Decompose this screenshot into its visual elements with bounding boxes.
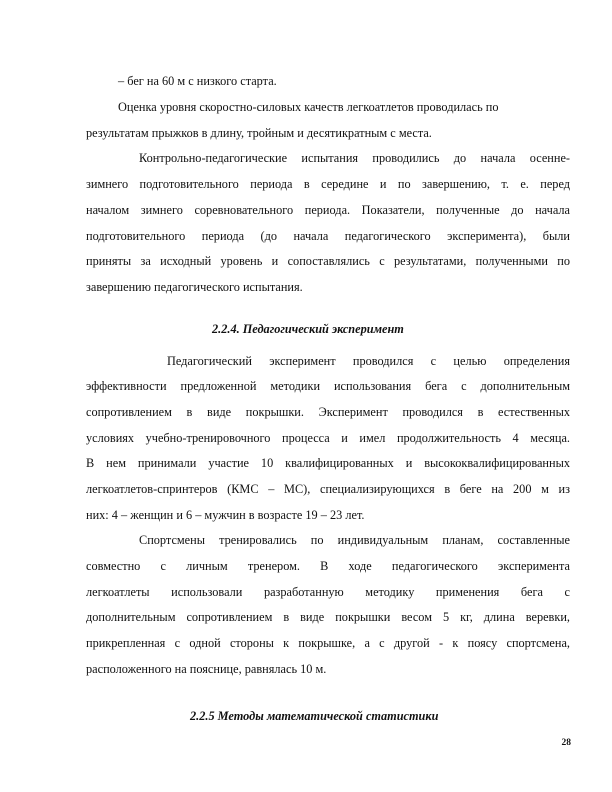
text-line: Контрольно-педагогические испытания проводились до начала осенне- xyxy=(139,151,570,165)
text-line: началом зимнего соревновательного периода. Показатели, полученные до начала xyxy=(86,203,570,217)
section-heading: 2.2.5 Методы математической статистики xyxy=(190,709,439,723)
text-line: дополнительным сопротивлением в виде покрышки весом 5 кг, длина веревки, xyxy=(86,610,570,624)
text-line: В нем принимали участие 10 квалифицированных и высококвалифицированных xyxy=(86,456,570,470)
page-number: 28 xyxy=(561,738,571,748)
text-line: них: 4 – женщин и 6 – мужчин в возрасте 19 – 23 лет. xyxy=(86,508,365,522)
text-line: эффективности предложенной методики использования бега с дополнительным xyxy=(86,379,570,393)
text-line: – бег на 60 м с низкого старта. xyxy=(118,74,277,88)
text-line: Спортсмены тренировались по индивидуальным планам, составленные xyxy=(139,533,570,547)
text-line: сопротивлением в виде покрышки. Эксперимент проводился в естественных xyxy=(86,405,570,419)
text-line: условиях учебно-тренировочного процесса и имел продолжительность 4 месяца. xyxy=(86,431,570,445)
text-line: Педагогический эксперимент проводился с целью определения xyxy=(167,354,570,368)
text-line: Оценка уровня скоростно-силовых качеств легкоатлетов проводилась по xyxy=(118,100,499,114)
text-line: прикрепленная с одной стороны к покрышке, а с другой - к поясу спортсмена, xyxy=(86,636,570,650)
section-heading: 2.2.4. Педагогический эксперимент xyxy=(212,322,404,336)
text-line: совместно с личным тренером. В ходе педагогического эксперимента xyxy=(86,559,570,573)
text-line: легкоатлетов-спринтеров (КМС – МС), специализирующихся в беге на 200 м из xyxy=(86,482,570,496)
text-line: результатам прыжков в длину, тройным и десятикратным с места. xyxy=(86,126,432,140)
text-line: приняты за исходный уровень и сопоставлялись с результатами, полученными по xyxy=(86,254,570,268)
text-line: завершению педагогического испытания. xyxy=(86,280,303,294)
text-line: подготовительного периода (до начала педагогического эксперимента), были xyxy=(86,229,570,243)
text-line: легкоатлеты использовали разработанную методику применения бега с xyxy=(86,585,570,599)
text-line: зимнего подготовительного периода в середине и по завершению, т. е. перед xyxy=(86,177,570,191)
text-line: расположенного на пояснице, равнялась 10 м. xyxy=(86,662,327,676)
